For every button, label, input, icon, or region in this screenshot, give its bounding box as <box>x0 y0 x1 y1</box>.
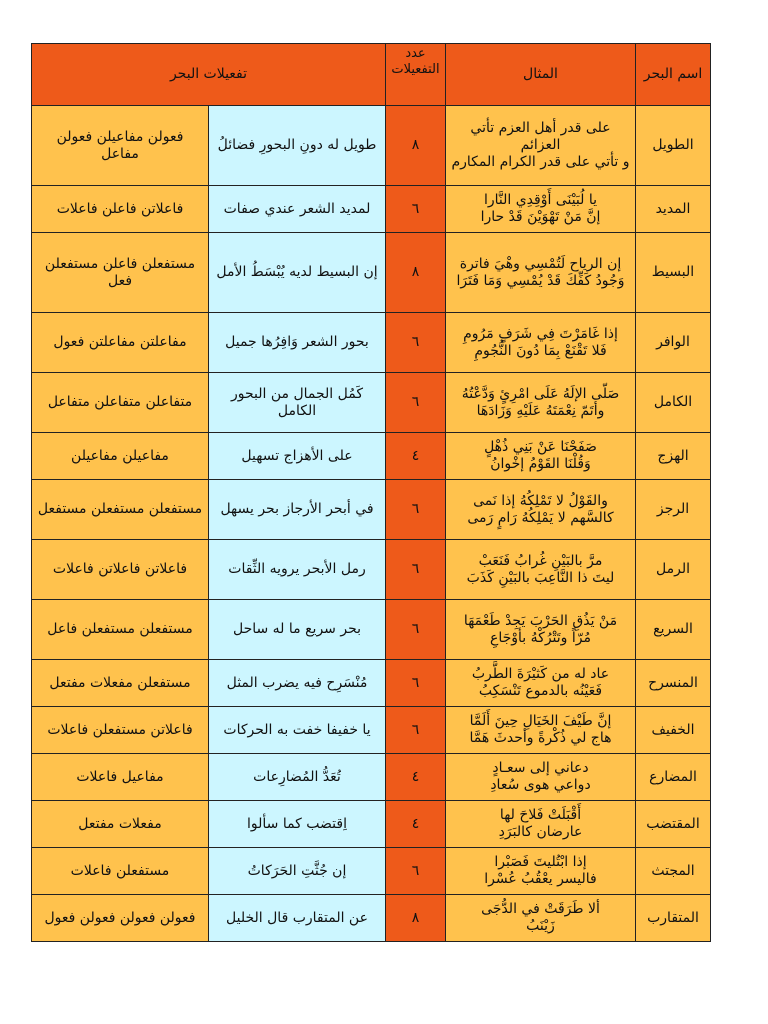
meter-feet: فاعلاتن فاعلاتن فاعلات <box>32 540 209 600</box>
example-line: ألا طَرَقَتْ في الدُّجَى <box>481 901 600 917</box>
meter-feet: مستفعلن فاعلن مستفعلن فعل <box>32 233 209 313</box>
example-line: و تأتي على قدر الكرام المكارم <box>451 154 630 170</box>
table-row <box>32 313 711 373</box>
meter-feet: مستفعلن مستفعلن فاعل <box>32 600 209 660</box>
meters-body <box>32 106 711 942</box>
example-line: وَقُلْنَا القَوْمُ إخْوانُ <box>490 456 591 472</box>
meter-feet: مستفعلن فاعلات <box>32 848 209 895</box>
meter-example <box>446 895 636 942</box>
example-line: وأتَمّ نِعْمَتَهُ عَلَيْهِ وَزَادَهَا <box>476 402 605 419</box>
meter-name: الوافر <box>636 313 711 373</box>
meter-example <box>446 754 636 801</box>
example-line: صَفَحْنَا عَنْ بَنِي ذُهْلٍ <box>484 439 597 455</box>
meter-key-verse: رمل الأبحر يرويه الثِّقات <box>209 540 386 600</box>
example-line: فَلا تَقْنَعْ بِمَا دُونَ النُّجُومِ <box>474 342 607 359</box>
meter-key-verse: بحر سريع ما له ساحل <box>209 600 386 660</box>
meter-name: السريع <box>636 600 711 660</box>
meter-count: ٦ <box>386 848 446 895</box>
example-line: دواعي هوى سُعادِ <box>490 777 591 793</box>
meter-name: المجتث <box>636 848 711 895</box>
meter-feet: مفاعيلن مفاعيلن <box>32 433 209 480</box>
meter-count: ٤ <box>386 754 446 801</box>
meter-name: الخفيف <box>636 707 711 754</box>
meter-name: المضارع <box>636 754 711 801</box>
meter-key-verse: كَمُل الجمال من البحور الكامل <box>209 373 386 433</box>
table-row <box>32 186 711 233</box>
meter-key-verse: إن جُثَّتِ الحَرَكاتُ <box>209 848 386 895</box>
example-line: إذا غَامَرْتَ فِي شَرَفٍ مَرُومِ <box>463 325 618 342</box>
example-line: عاد له من كَثيْرَةَ الطَّربُ <box>471 666 610 682</box>
header-name: اسم البحر <box>636 44 711 106</box>
example-line: مُرّاً وتَتْرُكْهُ بأوْجَاعِ <box>490 629 591 646</box>
meter-count: ٤ <box>386 433 446 480</box>
example-line: فاليسر يعْقُبُ عُسْرا <box>484 871 597 887</box>
meter-example <box>446 373 636 433</box>
meter-feet: فعولن فعولن فعولن فعول <box>32 895 209 942</box>
meter-count: ٦ <box>386 707 446 754</box>
meter-example <box>446 707 636 754</box>
example-line: إن الرياح لَتُمْسِي وهْيَ فاترة <box>459 255 622 272</box>
meter-name: المديد <box>636 186 711 233</box>
table-row <box>32 373 711 433</box>
header-example: المثال <box>446 44 636 106</box>
example-line: فَعَيْنُه بالدموع تَنْسَكِبُ <box>478 683 603 699</box>
header-count: عدد التفعيلات <box>386 44 446 106</box>
meter-count: ٦ <box>386 313 446 373</box>
meter-count: ٨ <box>386 233 446 313</box>
meters-table <box>31 43 711 942</box>
meter-feet: فعولن مفاعيلن فعولن مفاعل <box>32 106 209 186</box>
meter-name: الكامل <box>636 373 711 433</box>
table-row <box>32 106 711 186</box>
example-line: على قدر أهل العزم تأتي العزائم <box>470 120 611 153</box>
meter-key-verse: لمديد الشعر عندي صفات <box>209 186 386 233</box>
example-line: أَقْبَلَتْ فَلاحَ لها <box>499 807 582 823</box>
meter-key-verse: تُعَدُّ المُضارِعات <box>209 754 386 801</box>
meter-key-verse: على الأهزاج تسهيل <box>209 433 386 480</box>
example-line: إذا ابْتُليتَ فَصَبْرا <box>494 854 587 870</box>
meter-feet: مفاعلتن مفاعلتن فعول <box>32 313 209 373</box>
example-line: صَلّى الإلَهُ عَلَى امْرِئٍ وَدَّعْتُهُ <box>461 385 620 402</box>
meter-example <box>446 233 636 313</box>
meter-feet: فاعلاتن مستفعلن فاعلات <box>32 707 209 754</box>
meter-name: المنسرح <box>636 660 711 707</box>
meter-example <box>446 801 636 848</box>
example-line: والقَوْلُ لا تَمْلِكُهُ إذا نَمى <box>473 492 608 509</box>
meter-name: الرمل <box>636 540 711 600</box>
meter-example <box>446 313 636 373</box>
example-line: يا لُبَيْنَى أَوْقِدِي النَّارا <box>483 192 598 208</box>
table-row <box>32 660 711 707</box>
table-row <box>32 600 711 660</box>
meter-feet: مفاعيل فاعلات <box>32 754 209 801</box>
meter-key-verse: اِقتضب كما سألوا <box>209 801 386 848</box>
meter-name: المقتضب <box>636 801 711 848</box>
meter-key-verse: إن البسيط لديه يُبْسَطُ الأمل <box>209 233 386 313</box>
example-line: إنَّ مَنْ تَهْوَيْنَ قَدْ حارا <box>480 209 601 225</box>
table-row <box>32 707 711 754</box>
meter-name: الرجز <box>636 480 711 540</box>
meter-key-verse: عن المتقارب قال الخليل <box>209 895 386 942</box>
table-row <box>32 801 711 848</box>
meter-key-verse: طويل له دونِ البحورِ فضائلُ <box>209 106 386 186</box>
meter-example <box>446 600 636 660</box>
meter-example <box>446 480 636 540</box>
meter-feet: متفاعلن متفاعلن متفاعل <box>32 373 209 433</box>
meter-example <box>446 660 636 707</box>
meter-name: الطويل <box>636 106 711 186</box>
table-row <box>32 233 711 313</box>
meter-example <box>446 848 636 895</box>
example-line: عارضان كالبَرَدِ <box>498 824 583 840</box>
meter-example <box>446 186 636 233</box>
meter-count: ٨ <box>386 895 446 942</box>
example-line: ليتَ ذا النَّاعِبَ بالبَيْنِ كَذَبَ <box>466 569 615 586</box>
meter-key-verse: بحور الشعر وَافِرُها جميل <box>209 313 386 373</box>
example-line: وَجُودُ كَفِّكَ قَدْ يُمْسِي وَمَا فَتَرَا <box>456 272 625 289</box>
meter-key-verse: مُنْسَرِح فيه يضرب المثل <box>209 660 386 707</box>
meter-name: البسيط <box>636 233 711 313</box>
meter-count: ٦ <box>386 373 446 433</box>
meter-count: ٦ <box>386 600 446 660</box>
example-line: دعاني إلى سعـادٍ <box>492 760 589 776</box>
meter-key-verse: في أبحر الأرجاز بحر يسهل <box>209 480 386 540</box>
example-line: مرَّ بالبَيْنِ غُرابُ فَنَعَبْ <box>478 552 603 569</box>
meter-count: ٦ <box>386 480 446 540</box>
meter-name: الهزج <box>636 433 711 480</box>
meter-feet: مستفعلن مفعلات مفتعل <box>32 660 209 707</box>
meter-feet: مفعلات مفتعل <box>32 801 209 848</box>
example-line: مَنْ يَذُقِ الحَرْبَ يَجِدْ طَعْمَهَا <box>463 612 618 629</box>
example-line: هاج لي ذُكْرةً وأحدثَ هَمَّا <box>469 730 612 746</box>
meter-count: ٨ <box>386 106 446 186</box>
table-row <box>32 540 711 600</box>
table-row <box>32 480 711 540</box>
meter-feet: مستفعلن مستفعلن مستفعل <box>32 480 209 540</box>
meter-example <box>446 106 636 186</box>
meter-count: ٦ <box>386 540 446 600</box>
header-row <box>32 44 711 106</box>
meter-count: ٤ <box>386 801 446 848</box>
meter-key-verse: يا خفيفا خفت به الحركات <box>209 707 386 754</box>
table-row <box>32 848 711 895</box>
header-feet: تفعيلات البحر <box>32 44 386 106</box>
example-line: كالسَّهم لا يَمْلِكُهُ رَامٍ رَمى <box>467 509 614 526</box>
meter-count: ٦ <box>386 186 446 233</box>
table-row <box>32 754 711 801</box>
meter-example <box>446 540 636 600</box>
meter-example <box>446 433 636 480</box>
meter-count: ٦ <box>386 660 446 707</box>
meter-feet: فاعلاتن فاعلن فاعلات <box>32 186 209 233</box>
table-row <box>32 433 711 480</box>
example-line: إنَّ طَيْفَ الخَيَالِ حِينَ أَلَمَّا <box>469 713 612 729</box>
example-line: زَيْنَبُ <box>526 918 555 934</box>
table-row <box>32 895 711 942</box>
meter-name: المتقارب <box>636 895 711 942</box>
